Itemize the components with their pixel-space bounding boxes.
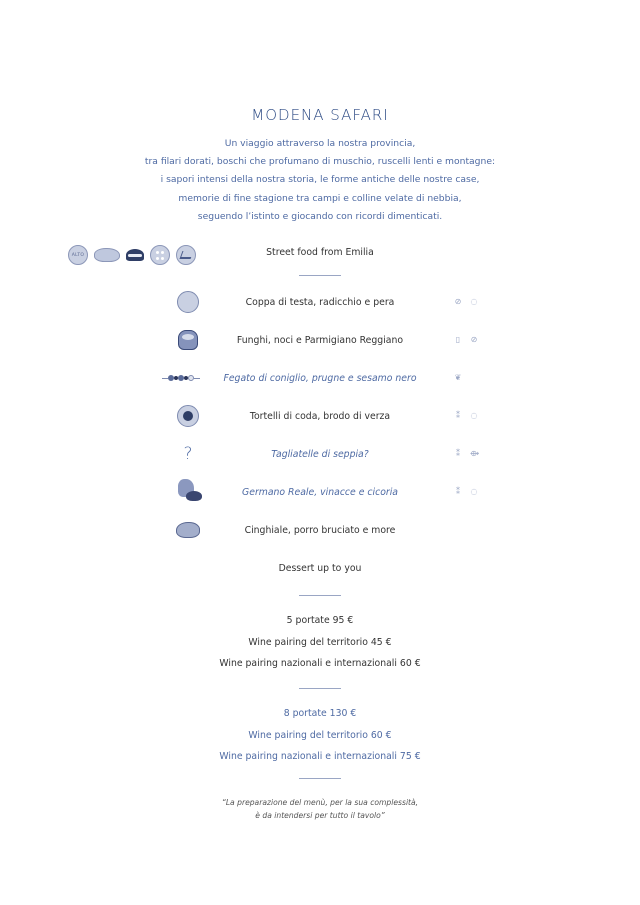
milk-icon: ▯ <box>455 335 461 344</box>
note-line: è da intendersi per tutto il tavolo” <box>255 811 385 820</box>
courses-price: 8 portate 130 € <box>283 708 357 719</box>
celery-icon: ⊘ <box>470 335 478 344</box>
dish-row <box>0 288 640 318</box>
dessert-label: Dessert up to you <box>278 563 362 574</box>
intro-line: memorie di fine stagione tra campi e colline velate di nebbia, <box>178 192 462 204</box>
dish-row <box>0 326 640 356</box>
dish-name: Germano Reale, vinacce e cicoria <box>242 487 398 498</box>
wine-local-price: Wine pairing del territorio 60 € <box>248 729 392 741</box>
menu-intro <box>0 135 640 226</box>
dish-name: Tortelli di coda, brodo di verza <box>249 411 391 422</box>
allergen-list <box>454 335 478 345</box>
allergen-list <box>454 487 478 497</box>
wine-local-price: Wine pairing del territorio 45 € <box>248 636 392 648</box>
dish-name: Coppa di testa, radicchio e pera <box>245 297 395 308</box>
divider <box>299 595 341 596</box>
table-note <box>0 796 640 822</box>
wine-international-price: Wine pairing nazionali e internazionali 75 € <box>219 751 421 762</box>
intro-line: tra filari dorati, boschi che profumano di muschio, ruscelli lenti e montagne: <box>144 156 496 168</box>
menu-title: MODENA SAFARI <box>251 106 389 124</box>
dish-row <box>0 478 640 508</box>
divider <box>299 275 341 276</box>
wine-international-price: Wine pairing nazionali e internazionali 60 € <box>219 658 421 669</box>
intro-line: Un viaggio attraverso la nostra provincia, <box>224 138 416 149</box>
allergen-list <box>454 411 478 421</box>
celery-icon: ⊘ <box>454 297 462 306</box>
pricing-5-courses <box>0 615 640 680</box>
egg-icon: ◌ <box>470 487 478 496</box>
gluten-icon: ⁑ <box>456 487 460 496</box>
divider <box>299 778 341 779</box>
note-line: “La preparazione del menù, per la sua complessità, <box>221 798 419 807</box>
courses-price: 5 portate 95 € <box>286 615 354 626</box>
allergen-list <box>454 373 462 383</box>
dish-row <box>0 402 640 432</box>
fish-icon: ⟴ <box>470 449 480 458</box>
question-mark-icon: ? <box>183 444 193 464</box>
allergen-list <box>454 449 478 459</box>
egg-icon: ◌ <box>470 411 478 420</box>
dish-row <box>0 516 640 546</box>
gluten-icon: ⁑ <box>456 449 460 458</box>
pricing-8-courses <box>0 708 640 773</box>
dish-row <box>0 364 640 394</box>
intro-line: seguendo l’istinto e giocando con ricordi dimenticati. <box>197 210 443 222</box>
dish-name: Cinghiale, porro bruciato e more <box>244 525 396 536</box>
gluten-icon: ⁑ <box>456 411 460 420</box>
dish-row <box>0 440 640 470</box>
sesame-icon: ❦ <box>454 373 462 382</box>
allergen-list <box>454 297 478 307</box>
alto-logo-icon: ALTO <box>68 245 88 265</box>
dish-name: Fegato di coniglio, prugne e sesamo nero <box>223 373 417 384</box>
starter-label: Street food from Emilia <box>266 247 374 258</box>
egg-icon: ◌ <box>470 297 478 306</box>
dish-name: Tagliatelle di seppia? <box>271 449 369 460</box>
divider <box>299 688 341 689</box>
dish-name: Funghi, noci e Parmigiano Reggiano <box>236 335 404 346</box>
intro-line: i sapori intensi della nostra storia, le forme antiche delle nostre case, <box>160 174 480 186</box>
